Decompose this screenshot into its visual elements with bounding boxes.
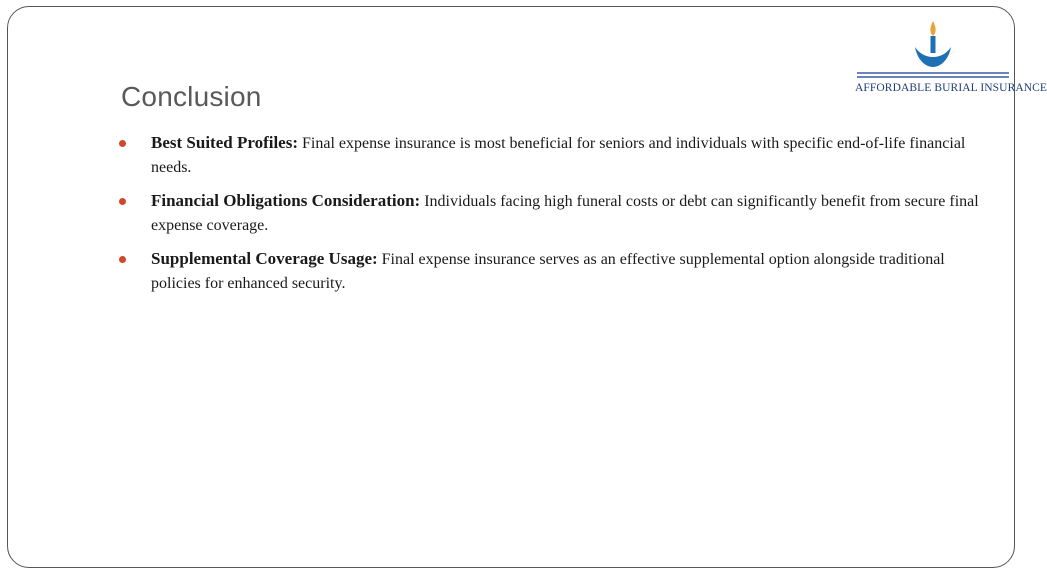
bullet-item xyxy=(119,131,979,180)
company-logo xyxy=(855,19,1047,99)
bullet-heading: Best Suited Profiles: xyxy=(151,133,299,152)
slide xyxy=(7,6,1047,568)
bullet-dot-icon xyxy=(119,256,126,263)
bullet-item xyxy=(119,247,979,296)
slide-title: Conclusion xyxy=(121,81,262,112)
bullet-heading: Supplemental Coverage Usage: xyxy=(151,249,378,268)
bullet-dot-icon xyxy=(119,198,126,205)
bullet-text: Final expense insurance serves as an effective supplemental option alongside traditional policies for enhanced security. xyxy=(151,251,945,292)
bullet-text: Final expense insurance is most beneficial for seniors and individuals with specific end-of-life financial needs. xyxy=(151,135,966,176)
bullet-item xyxy=(119,189,979,238)
logo-rule xyxy=(857,76,1009,78)
bullet-heading: Financial Obligations Consideration: xyxy=(151,191,421,210)
bullet-list xyxy=(119,131,979,305)
logo-rule xyxy=(857,72,1009,74)
bullet-text: Individuals facing high funeral costs or debt can significantly benefit from secure final expense coverage. xyxy=(151,193,979,234)
candle-hand-icon xyxy=(911,19,955,75)
bullet-dot-icon xyxy=(119,140,126,147)
logo-text: AFFORDABLE BURIAL INSURANCE xyxy=(855,82,1047,94)
